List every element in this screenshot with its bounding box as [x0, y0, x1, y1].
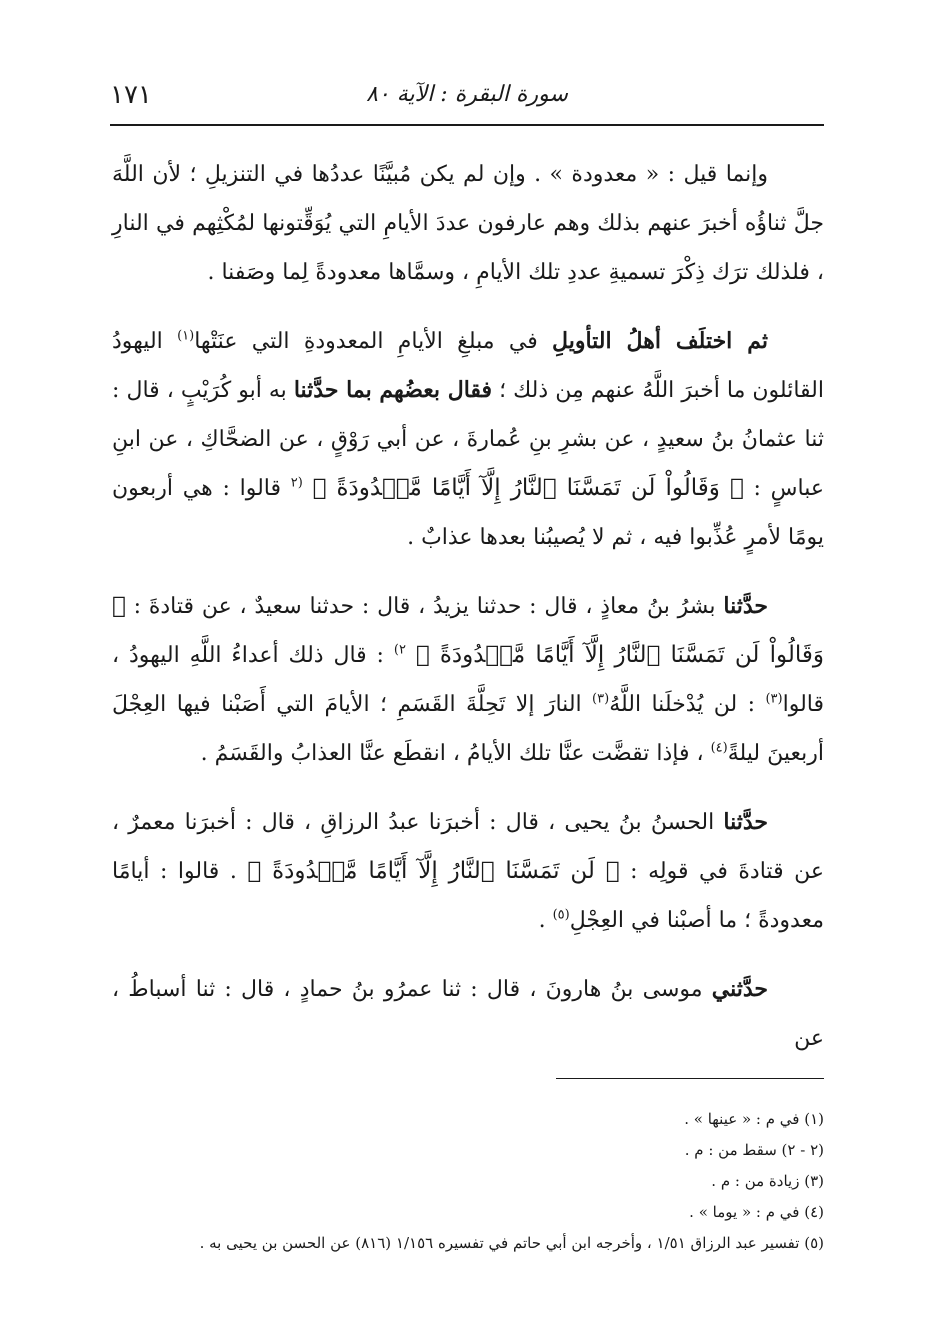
- paragraph-text: : قال ذلك أعداءُ اللَّهِ اليهودُ ، قالوا: [112, 643, 824, 717]
- quran-quote: ﴿ وَقَالُواْ لَن تَمَسَّنَا ٱلنَّارُ إِلَّآ أَيَّامًا مَّعۡدُودَةً ﴾: [312, 475, 744, 501]
- paragraph-text: موسى بنُ هارونَ ، قال : ثنا عمرُو بنُ حمادٍ ، قال : ثنا أسباطُ ، عن: [112, 977, 824, 1051]
- paragraph-3: [112, 582, 824, 778]
- paragraph-text: به أبو كُرَيْبٍ ، قال : ثنا عثمانُ بنُ سعيدٍ ، عن بشرِ بنِ عُمارةَ ، عن أبي رَوْقٍ ، عن الضحَّاكِ ، عن ابنِ عباسٍ :: [112, 378, 824, 501]
- paragraph-1: [112, 150, 824, 297]
- paragraph-text: في مبلغِ الأيامِ المعدودةِ التي عنَتْها: [194, 329, 553, 354]
- paragraph-text: بشرُ بنُ معاذٍ ، قال : حدثنا يزيدُ ، قال : حدثنا سعيدٌ ، عن قتادةَ :: [125, 594, 724, 619]
- main-text: [112, 150, 824, 1083]
- footnotes: [112, 1104, 824, 1259]
- footnote-5: (٥) تفسير عبد الرزاق ١/٥١ ، وأخرجه ابن أبي حاتم في تفسيره ١/١٥٦ (٨١٦) عن الحسن بن يحيى به .: [199, 1234, 824, 1252]
- paragraph-lead: ثم اختلَف أهلُ التأويلِ: [552, 328, 769, 354]
- paragraph-text: ، فإذا تقضَّت عنَّا تلك الأيامُ ، انقطَع عنَّا العذابُ والقَسَمُ .: [200, 741, 711, 766]
- footnote-marker: (٤): [710, 740, 728, 756]
- header-rule: [110, 124, 824, 126]
- footnote-4: (٤) في م : « يوما » .: [689, 1203, 824, 1221]
- paragraph-lead: حدَّثنا: [723, 809, 768, 835]
- paragraph-lead: حدَّثنا: [723, 593, 768, 619]
- footnote-1: (١) في م : « عينها » .: [684, 1110, 824, 1128]
- footnote-3: (٣) زيادة من : م .: [711, 1172, 824, 1190]
- paragraph-text: . قالوا : أيامًا معدودةً ؛ ما أصبْنا في العِجْلِ: [112, 859, 824, 933]
- footnote-marker: (١): [177, 328, 195, 344]
- paragraph-text: وإنما قيل : « معدودة » . وإن لم يكن مُبيَّنًا عددُها في التنزيلِ ؛ لأن اللَّهَ جلَّ ثناؤُه أخبرَ عنهم بذلك وهم عارفون عددَ الأيامِ التي يُوَقِّتونها لمُكْثِهم في النارِ ، فلذلك ترَك ذِكْرَ تسميةِ عددِ تلك الأيامِ ، وسمَّاها معدودةً لِما وصَفنا .: [112, 162, 824, 285]
- page-header: [110, 70, 824, 118]
- footnote-marker: ٢): [393, 642, 406, 658]
- page-number: ١٧١: [110, 80, 152, 110]
- footnote-2: (٢ - ٢) سقط من : م .: [684, 1141, 824, 1159]
- footnote-rule: [556, 1078, 824, 1079]
- paragraph-text: الحسنُ بنُ يحيى ، قال : أخبرَنا عبدُ الرزاقِ ، قال : أخبرَنا معمرٌ ، عن قتادةَ في قولِه :: [112, 810, 824, 884]
- footnote-marker: (٢: [290, 475, 303, 491]
- paragraph-text: : لن يُدْخلَنا اللَّهُ: [609, 692, 766, 717]
- paragraph-lead: فقال بعضُهم بما حدَّثنا: [293, 377, 493, 403]
- paragraph-text: قالوا : هي أربعون يومًا لأمرٍ عُذِّبوا فيه ، ثم لا يُصيبُنا بعدها عذابٌ .: [112, 476, 824, 550]
- running-title: سورة البقرة : الآية ٨٠: [366, 82, 568, 107]
- paragraph-5: [112, 965, 824, 1063]
- quran-quote: ﴿ وَقَالُواْ لَن تَمَسَّنَا ٱلنَّارُ إِلَّآ أَيَّامًا مَّعۡدُودَةً ﴾: [112, 593, 824, 668]
- footnote-marker: (٣): [592, 691, 610, 707]
- footnote-marker: (٣): [765, 691, 783, 707]
- paragraph-4: [112, 798, 824, 945]
- paragraph-text: .: [538, 908, 553, 933]
- footnote-marker: (٥): [552, 907, 570, 923]
- paragraph-text: النارَ إلا تَحِلَّةَ القَسَمِ ؛ الأيامَ التي أَصَبْنا فيها العِجْلَ أربعينَ ليلةً: [112, 692, 824, 766]
- paragraph-text: اليهودُ القائلون ما أخبرَ اللَّهُ عنهم مِن ذلك ؛: [112, 329, 824, 403]
- paragraph-2: [112, 317, 824, 562]
- paragraph-lead: حدَّثني: [711, 976, 768, 1002]
- quran-quote: ﴿ لَن تَمَسَّنَا ٱلنَّارُ إِلَّآ أَيَّامًا مَّعۡدُودَةً ﴾: [247, 858, 620, 884]
